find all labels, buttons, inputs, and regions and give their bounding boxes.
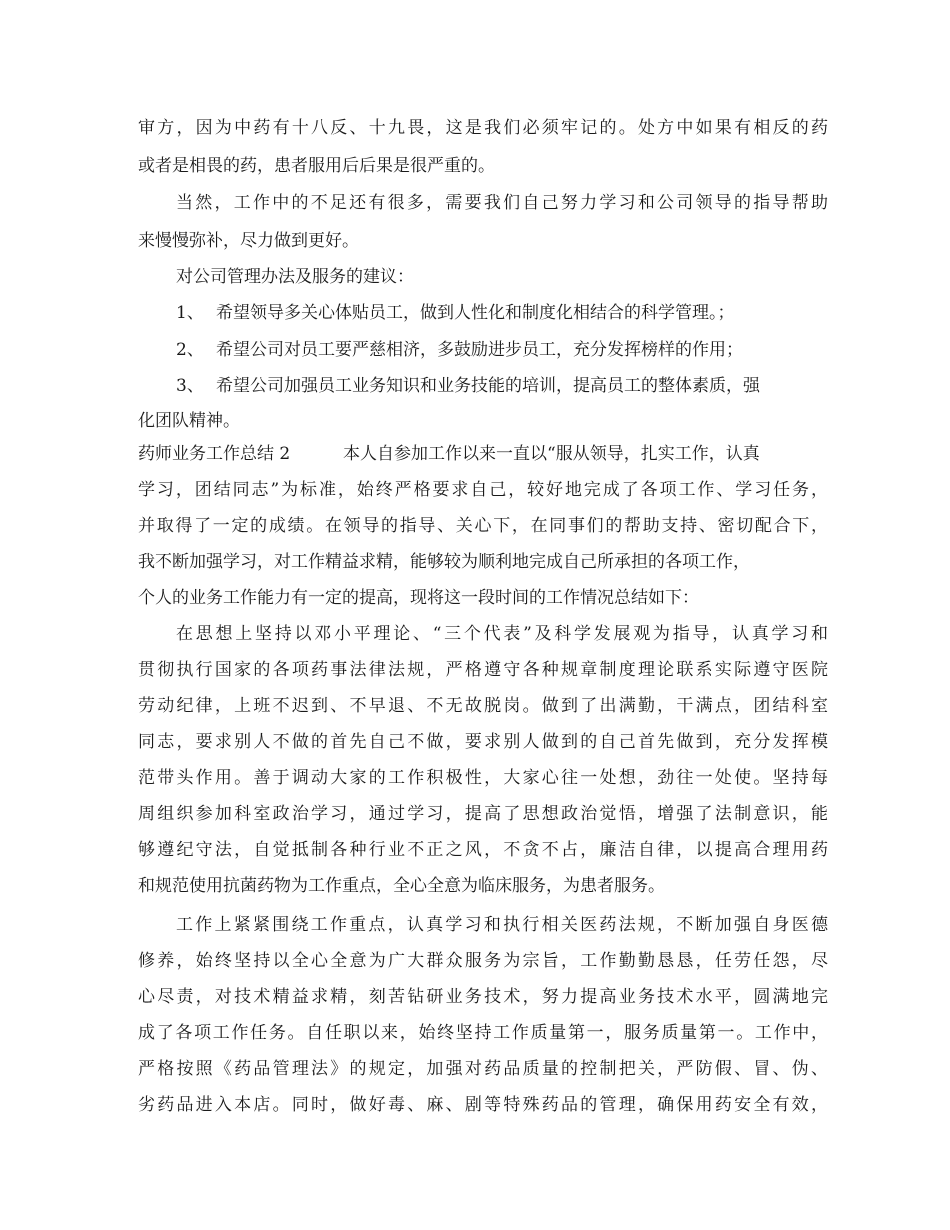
text-line: 对公司管理办法及服务的建议：: [176, 267, 414, 287]
text-line: 和规范使用抗菌药物为工作重点，全心全意为临床服务，为患者服务。: [138, 876, 665, 896]
text-line: 贯彻执行国家的各项药事法律法规，严格遵守各种规章制度理论联系实际遵守医院: [138, 660, 828, 680]
section-title: 药师业务工作总结 2: [138, 444, 291, 464]
text-line: 我不断加强学习，对工作精益求精，能够较为顺利地完成自己所承担的各项工作，: [138, 552, 750, 572]
text-line: 个人的业务工作能力有一定的提高，现将这一段时间的工作情况总结如下：: [138, 588, 699, 608]
text-line: 劳动纪律，上班不迟到、不早退、不无故脱岗。做到了出满勤，干满点，团结科室: [138, 696, 828, 716]
suggestion-item: [176, 335, 828, 365]
suggestion-text: 希望公司对员工要严慈相济，多鼓励进步员工，充分发挥榜样的作用；: [216, 340, 743, 360]
text-line: 当然，工作中的不足还有很多，需要我们自己努力学习和公司领导的指导帮助: [176, 193, 828, 213]
suggestion-number: 3、: [176, 376, 204, 396]
text-line: 在思想上坚持以邓小平理论、“三个代表”及科学发展观为指导，认真学习和: [176, 624, 828, 644]
section-heading-line: [138, 439, 828, 469]
text-line: 劣药品进入本店。同时，做好毒、麻、剧等特殊药品的管理，确保用药安全有效，: [138, 1095, 828, 1115]
text-line: 严格按照《药品管理法》的规定，加强对药品质量的控制把关，严防假、冒、伪、: [138, 1059, 828, 1079]
text-line: 心尽责，对技术精益求精，刻苦钻研业务技术，努力提高业务技术水平，圆满地完: [138, 987, 828, 1007]
text-line: 工作上紧紧围绕工作重点，认真学习和执行相关医药法规，不断加强自身医德: [176, 915, 828, 935]
text-line: 来慢慢弥补，尽力做到更好。: [138, 231, 359, 251]
text-line: 化团队精神。: [138, 411, 240, 431]
text-line: 并取得了一定的成绩。在领导的指导、关心下，在同事们的帮助支持、密切配合下，: [138, 516, 828, 536]
suggestion-text: 希望领导多关心体贴员工，做到人性化和制度化相结合的科学管理。；: [216, 303, 735, 323]
text-line: 周组织参加科室政治学习，通过学习，提高了思想政治觉悟，增强了法制意识，能: [138, 804, 828, 824]
suggestion-item: [176, 371, 828, 401]
section-first-line: 本人自参加工作以来一直以“服从领导，扎实工作，认真: [343, 444, 760, 464]
text-line: 够遵纪守法，自觉抵制各种行业不正之风，不贪不占，廉洁自律，以提高合理用药: [138, 840, 828, 860]
suggestion-number: 2、: [176, 340, 204, 360]
text-line: 或者是相畏的药，患者服用后后果是很严重的。: [138, 156, 495, 176]
text-line: 学习，团结同志”为标准，始终严格要求自己，较好地完成了各项工作、学习任务，: [138, 480, 828, 500]
suggestion-number: 1、: [176, 303, 204, 323]
text-line: 成了各项工作任务。自任职以来，始终坚持工作质量第一，服务质量第一。工作中，: [138, 1023, 828, 1043]
suggestion-item: [176, 298, 828, 328]
text-line: 范带头作用。善于调动大家的工作积极性，大家心往一处想，劲往一处使。坚持每: [138, 768, 828, 788]
suggestion-text: 希望公司加强员工业务知识和业务技能的培训，提高员工的整体素质，强: [216, 376, 760, 396]
text-line: 修养，始终坚持以全心全意为广大群众服务为宗旨，工作勤勤恳恳，任劳任怨，尽: [138, 951, 828, 971]
text-line: 同志，要求别人不做的首先自己不做，要求别人做到的自己首先做到，充分发挥模: [138, 732, 828, 752]
text-line: 审方，因为中药有十八反、十九畏，这是我们必须牢记的。处方中如果有相反的药: [138, 118, 828, 138]
